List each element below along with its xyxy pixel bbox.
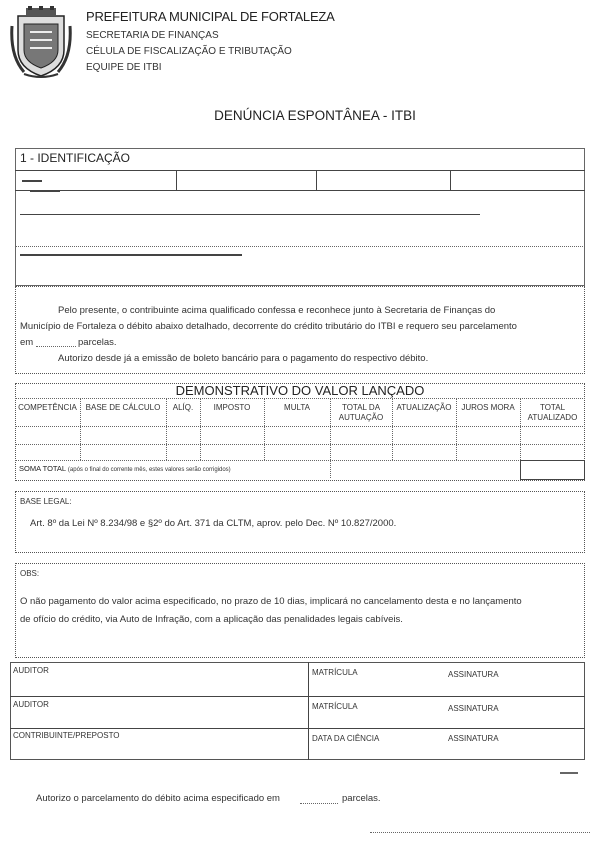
signature-row-2-mid: MATRÍCULA <box>312 702 358 711</box>
col-imposto: IMPOSTO <box>213 403 251 412</box>
signature-row-3-left: CONTRIBUINTE/PREPOSTO <box>13 731 120 740</box>
signature-row-1-left: AUDITOR <box>13 666 49 675</box>
header-line-2: SECRETARIA DE FINANÇAS <box>86 30 219 41</box>
footer-authorization-pre: Autorizo o parcelamento do débito acima especificado em <box>36 793 280 804</box>
soma-total-label: SOMA TOTAL <box>19 464 66 473</box>
col-multa: MULTA <box>284 403 310 412</box>
col-aliquota: ALÍQ. <box>172 403 194 412</box>
declaration-line-2: Município de Fortaleza o débito abaixo detalhado, decorrente do crédito tributário do ITBI e requero seu parcelamento <box>20 321 517 332</box>
header-line-1: PREFEITURA MUNICIPAL DE FORTALEZA <box>86 9 335 24</box>
obs-label: OBS: <box>20 569 40 578</box>
signature-row-1-mid: MATRÍCULA <box>312 668 358 677</box>
col-total-atualizado: TOTAL ATUALIZADO <box>527 403 578 422</box>
declaration-line-3-post: parcelas. <box>78 337 117 348</box>
obs-box <box>15 563 585 658</box>
declaration-line-4: Autorizo desde já a emissão de boleto bancário para o pagamento do respectivo débito. <box>58 353 429 364</box>
signature-row-2-left: AUDITOR <box>13 700 49 709</box>
signature-row-3-right: ASSINATURA <box>448 734 499 743</box>
signature-row-1-right: ASSINATURA <box>448 670 499 679</box>
footer-signature-line <box>370 832 590 833</box>
footer-authorization-post: parcelas. <box>342 793 381 804</box>
obs-line-2: de ofício do crédito, via Auto de Infração, com a aplicação das penalidades legais cabíveis. <box>20 614 403 625</box>
header-line-4: EQUIPE DE ITBI <box>86 62 162 73</box>
soma-total-note: (após o final do corrente mês, estes valores serão corrigidos) <box>67 467 231 473</box>
signature-row-2-right: ASSINATURA <box>448 704 499 713</box>
soma-total-row <box>19 464 231 473</box>
identification-box <box>15 148 585 286</box>
header-line-3: CÉLULA DE FISCALIZAÇÃO E TRIBUTAÇÃO <box>86 46 292 57</box>
col-base-calculo: BASE DE CÁLCULO <box>85 403 161 412</box>
declaration-line-3-pre: em <box>20 337 34 348</box>
declaration-line-1: Pelo presente, o contribuinte acima qualificado confessa e reconhece junto à Secretaria de Finanças do <box>58 305 496 316</box>
page-title: DENÚNCIA ESPONTÂNEA - ITBI <box>214 108 416 123</box>
signature-row-3-mid: DATA DA CIÊNCIA <box>312 734 380 743</box>
col-atualizacao: ATUALIZAÇÃO <box>396 403 452 412</box>
base-legal-label: BASE LEGAL: <box>20 497 72 506</box>
col-total-autuacao: TOTAL DA AUTUAÇÃO <box>338 403 384 422</box>
demonstrativo-title: DEMONSTRATIVO DO VALOR LANÇADO <box>175 383 425 398</box>
col-competencia: COMPETÊNCIA <box>18 403 77 412</box>
col-juros-mora: JUROS MORA <box>461 403 515 412</box>
identification-label: 1 - IDENTIFICAÇÃO <box>20 151 131 165</box>
base-legal-text: Art. 8º da Lei Nº 8.234/98 e §2º do Art. 371 da CLTM, aprov. pelo Dec. Nº 10.827/2000. <box>30 518 397 529</box>
obs-line-1: O não pagamento do valor acima especificado, no prazo de 10 dias, implicará no cancelamento desta e no lançamento <box>20 596 522 607</box>
coat-of-arms-logo <box>10 6 72 80</box>
